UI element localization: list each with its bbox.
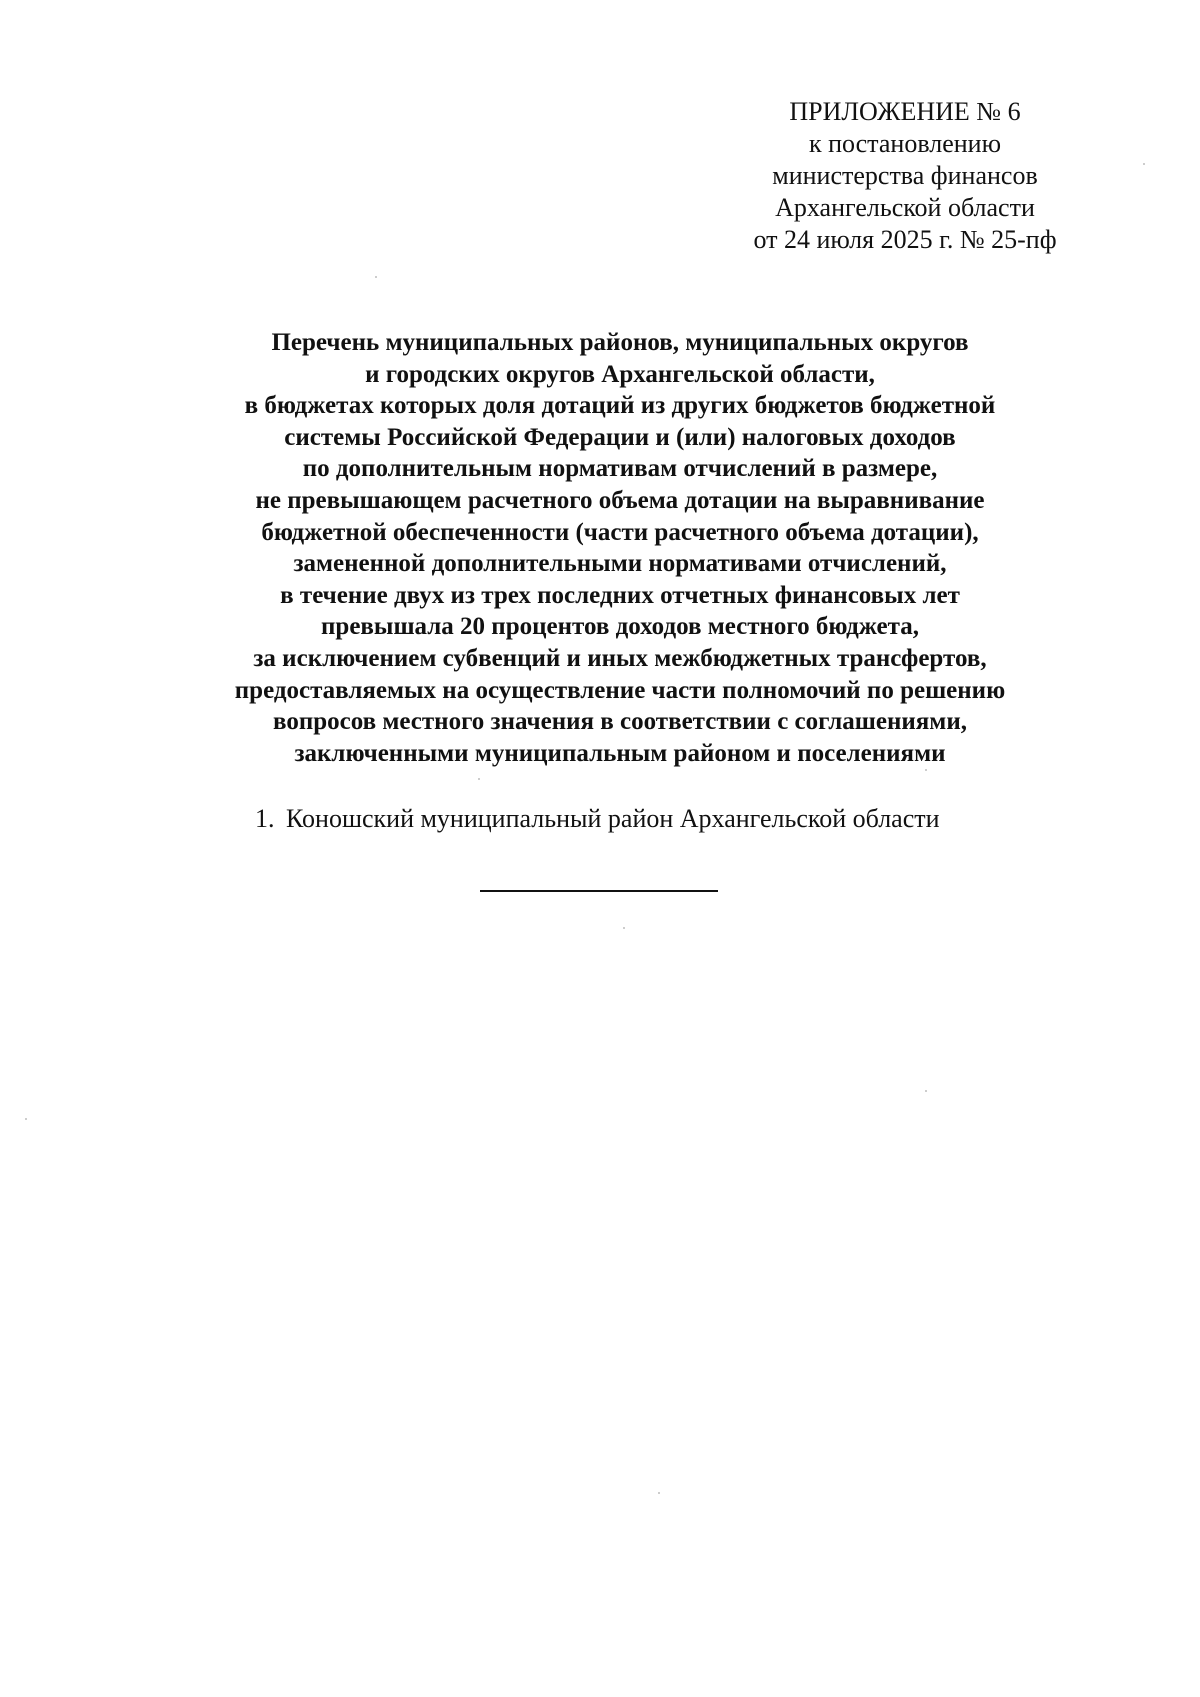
scan-speck (1143, 163, 1145, 165)
scan-speck (658, 1492, 660, 1494)
scan-speck (375, 276, 377, 278)
closing-rule (480, 890, 718, 892)
appendix-date-line: от 24 июля 2025 г. № 25-пф (753, 225, 1057, 254)
title-line: не превышающем расчетного объема дотации на выравнивание (255, 486, 985, 514)
appendix-ministry-line: министерства финансов (772, 161, 1038, 190)
title-line: превышала 20 процентов доходов местного бюджета, (321, 613, 919, 641)
list-item-text: Коношский муниципальный район Архангельской области (286, 804, 940, 833)
title-line: в течение двух из трех последних отчетных финансовых лет (280, 581, 960, 609)
scan-speck (623, 927, 625, 929)
title-line: за исключением субвенций и иных межбюджетных трансфертов, (253, 644, 987, 672)
title-line: бюджетной обеспеченности (части расчетного объема дотации), (261, 518, 979, 546)
list-item (255, 803, 940, 835)
scan-speck (478, 778, 480, 780)
list-item-number: 1. (255, 804, 275, 833)
appendix-region-line: Архангельской области (775, 193, 1035, 222)
document-title (160, 327, 1080, 769)
title-line: Перечень муниципальных районов, муниципальных округов (271, 329, 969, 356)
title-line: предоставляемых на осуществление части полномочий по решению (234, 676, 1006, 704)
scan-speck (925, 1090, 927, 1092)
scan-speck (25, 1118, 27, 1120)
title-line: в бюджетах которых доля дотаций из других бюджетов бюджетной (244, 392, 996, 420)
appendix-reference-line: к постановлению (808, 129, 1002, 158)
title-line: вопросов местного значения в соответствии с соглашениями, (273, 708, 967, 736)
appendix-header (700, 96, 1110, 256)
scan-speck (925, 769, 927, 771)
title-line: и городских округов Архангельской области, (365, 360, 875, 388)
district-list (255, 803, 940, 835)
title-line: по дополнительным нормативам отчислений в размере, (302, 455, 938, 483)
title-line: замененной дополнительными нормативами отчислений, (293, 550, 947, 578)
title-line: заключенными муниципальным районом и поселениями (294, 739, 946, 767)
title-line: системы Российской Федерации и (или) налоговых доходов (284, 423, 956, 451)
appendix-number: ПРИЛОЖЕНИЕ № 6 (789, 97, 1021, 126)
